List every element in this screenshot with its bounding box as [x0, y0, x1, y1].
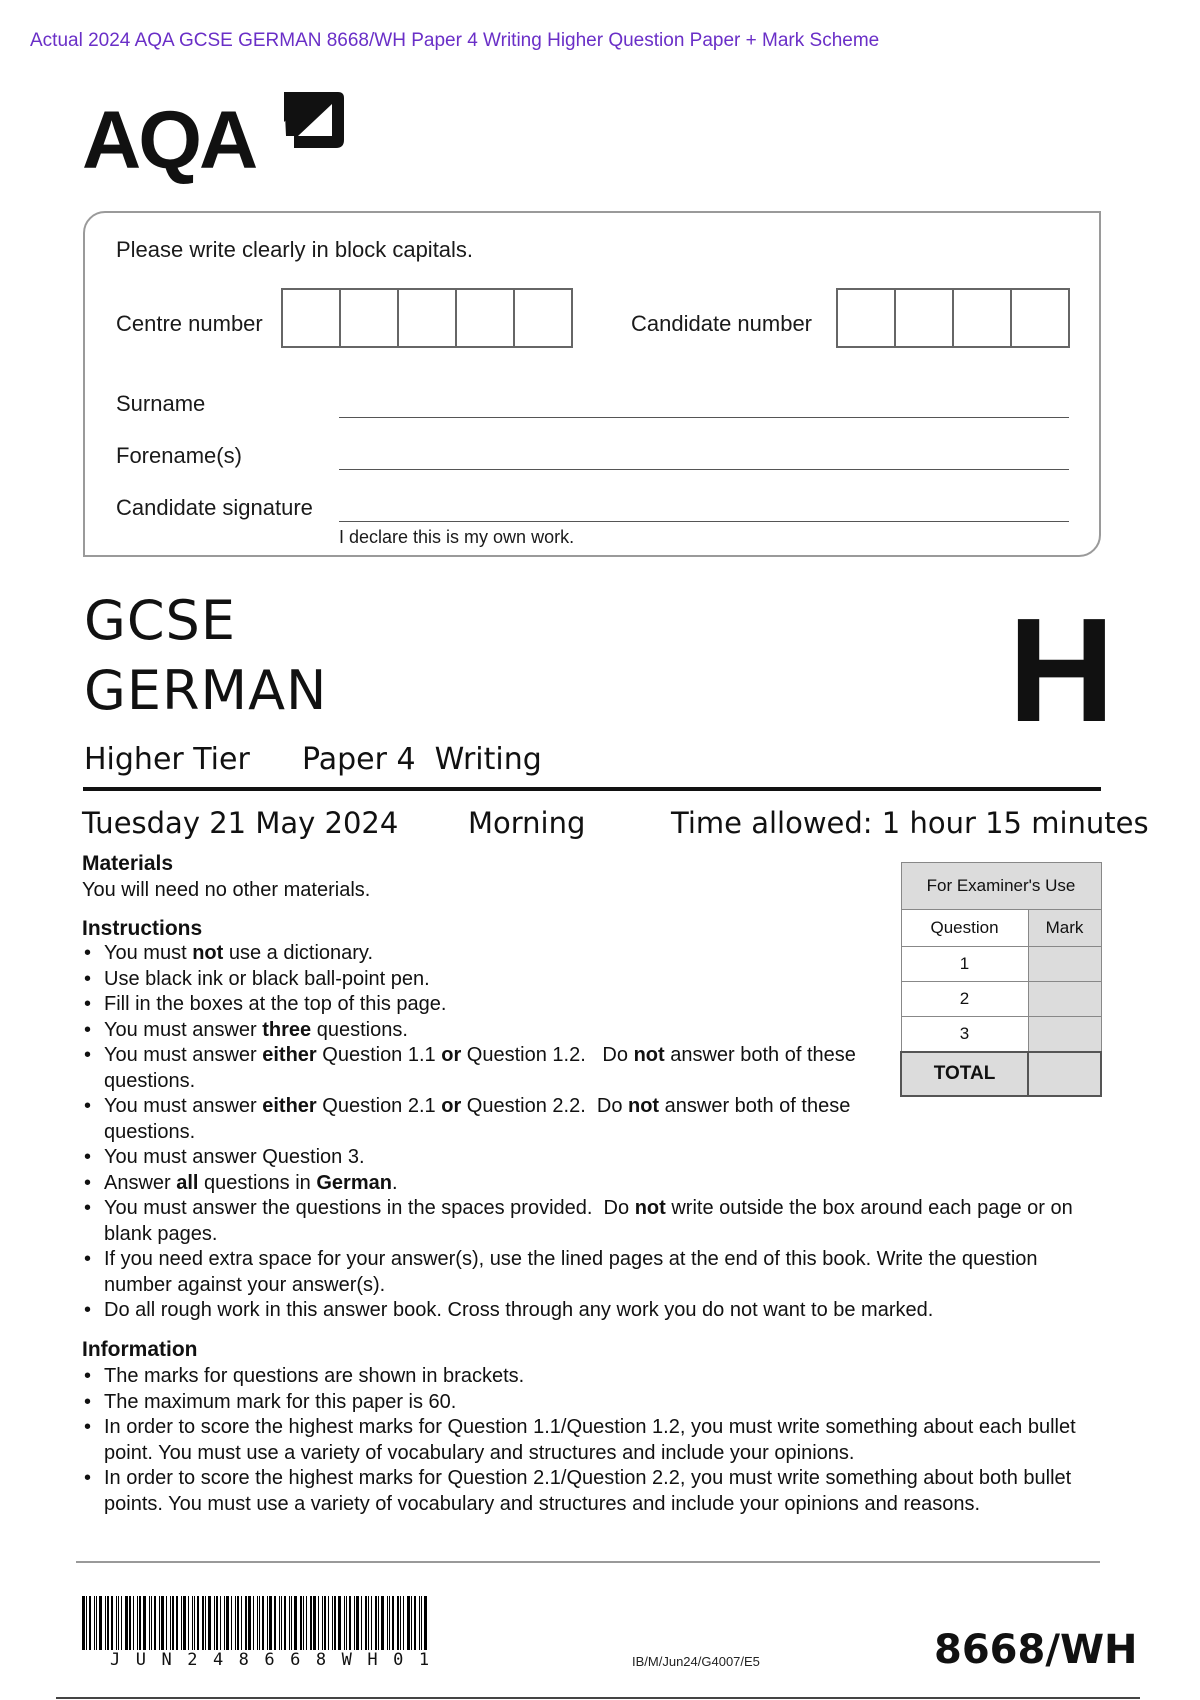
- barcode-bar: [274, 1596, 276, 1650]
- aqa-logo-text: AQA: [82, 95, 256, 186]
- tier-letter: H: [1008, 588, 1115, 753]
- barcode-bar: [289, 1596, 290, 1650]
- list-item: • In order to score the highest marks for Question 2.1/Question 2.2, you must write something about both bullet points. You must use a variety of vocabulary and structures and include your opinions and reasons.: [82, 1466, 1104, 1517]
- document-reference: IB/M/Jun24/G4007/E5: [632, 1654, 760, 1669]
- barcode-bar: [403, 1596, 404, 1650]
- list-item: • Do all rough work in this answer book. Cross through any work you do not want to be marked.: [82, 1298, 1082, 1324]
- barcode-bar: [172, 1596, 174, 1650]
- footer-divider: [76, 1561, 1100, 1563]
- barcode-bar: [166, 1596, 167, 1650]
- barcode-bar: [111, 1596, 113, 1650]
- document-banner[interactable]: Actual 2024 AQA GCSE GERMAN 8668/WH Paper 4 Writing Higher Question Paper + Mark Scheme: [30, 30, 880, 51]
- barcode-bar: [407, 1596, 410, 1650]
- header-divider: [83, 787, 1101, 791]
- mark-cell: [1028, 982, 1101, 1017]
- barcode-bar: [99, 1596, 102, 1650]
- own-work-declaration: I declare this is my own work.: [339, 527, 575, 547]
- barcode-bar: [226, 1596, 229, 1650]
- barcode-bar: [338, 1596, 341, 1650]
- question-number: 2: [901, 982, 1028, 1017]
- centre-number-label: Centre number: [116, 311, 263, 336]
- barcode-bar: [279, 1596, 280, 1650]
- examiner-table-title: For Examiner's Use: [901, 863, 1101, 910]
- barcode-bar: [267, 1596, 268, 1650]
- barcode-bar: [291, 1596, 292, 1650]
- candidate-digit-box[interactable]: [896, 290, 954, 346]
- barcode-bar: [375, 1596, 377, 1650]
- barcode-bar: [368, 1596, 369, 1650]
- barcode-bar: [170, 1596, 171, 1650]
- materials-text: You will need no other materials.: [82, 879, 371, 901]
- barcode-bar: [216, 1596, 218, 1650]
- barcode-bar: [139, 1596, 141, 1650]
- forename-label: Forename(s): [116, 443, 242, 468]
- barcode-bar: [300, 1596, 302, 1650]
- information-list: [82, 1364, 1082, 1517]
- list-item: • The maximum mark for this paper is 60.: [82, 1390, 1082, 1416]
- barcode-bar: [389, 1596, 390, 1650]
- qualification-title: GCSE: [84, 589, 236, 652]
- barcode-bar: [346, 1596, 347, 1650]
- total-mark-cell: [1028, 1052, 1101, 1096]
- paper-code: 8668/WH: [934, 1627, 1138, 1673]
- barcode-bar: [220, 1596, 221, 1650]
- barcode-bar: [259, 1596, 260, 1650]
- signature-label: Candidate signature: [116, 495, 313, 520]
- centre-digit-box[interactable]: [399, 290, 457, 346]
- barcode-bar: [378, 1596, 379, 1650]
- barcode-bar: [248, 1596, 251, 1650]
- barcode-bar: [105, 1596, 106, 1650]
- centre-digit-box[interactable]: [515, 290, 571, 346]
- candidate-number-label: Candidate number: [631, 311, 813, 336]
- barcode-bar: [328, 1596, 329, 1650]
- aqa-logo-mark-icon: [282, 92, 344, 150]
- centre-digit-box[interactable]: [283, 290, 341, 346]
- centre-number-field[interactable]: [281, 288, 573, 348]
- barcode-bar: [181, 1596, 182, 1650]
- barcode-bar: [241, 1596, 242, 1650]
- question-number: 1: [901, 947, 1028, 982]
- barcode-bar: [344, 1596, 345, 1650]
- list-item: • Answer all questions in German.: [82, 1171, 1082, 1197]
- barcode-bar: [318, 1596, 319, 1650]
- block-capitals-instruction: Please write clearly in block capitals.: [116, 237, 474, 262]
- list-item: • You must answer either Question 1.1 or Question 1.2. Do not answer both of these questions.: [82, 1043, 884, 1094]
- barcode-bar: [392, 1596, 394, 1650]
- barcode-bar: [183, 1596, 186, 1650]
- barcode-bar: [176, 1596, 178, 1650]
- barcode-bar: [192, 1596, 193, 1650]
- barcode-bar: [224, 1596, 225, 1650]
- candidate-digit-box[interactable]: [954, 290, 1012, 346]
- barcode-bar: [419, 1596, 420, 1650]
- candidate-digit-box[interactable]: [1012, 290, 1068, 346]
- barcode: [82, 1596, 492, 1650]
- barcode-bar: [237, 1596, 239, 1650]
- barcode-bar: [82, 1596, 85, 1650]
- barcode-bar: [94, 1596, 95, 1650]
- examiner-use-table: [900, 862, 1102, 1097]
- total-label: TOTAL: [901, 1052, 1028, 1096]
- barcode-bar: [269, 1596, 272, 1650]
- list-item: • You must answer Question 3.: [82, 1145, 1082, 1171]
- barcode-bar: [161, 1596, 164, 1650]
- barcode-bar: [322, 1596, 323, 1650]
- exam-session: Morning: [468, 806, 586, 840]
- signature-field[interactable]: [339, 521, 1069, 522]
- barcode-bar: [118, 1596, 119, 1650]
- barcode-bar: [194, 1596, 195, 1650]
- page-bottom-rule: [56, 1697, 1140, 1699]
- barcode-bar: [281, 1596, 282, 1650]
- centre-digit-box[interactable]: [341, 290, 399, 346]
- question-number: 3: [901, 1017, 1028, 1053]
- barcode-bar: [354, 1596, 355, 1650]
- barcode-bar: [324, 1596, 326, 1650]
- candidate-digit-box[interactable]: [838, 290, 896, 346]
- barcode-bar: [365, 1596, 367, 1650]
- information-heading: Information: [82, 1338, 198, 1361]
- barcode-bar: [349, 1596, 351, 1650]
- surname-field[interactable]: [339, 417, 1069, 418]
- barcode-bar: [313, 1596, 316, 1650]
- exam-date: Tuesday 21 May 2024: [82, 806, 399, 840]
- barcode-bar: [303, 1596, 304, 1650]
- barcode-bar: [400, 1596, 401, 1650]
- barcode-bar: [137, 1596, 138, 1650]
- list-item: • If you need extra space for your answer(s), use the lined pages at the end of this book. Write the question number against your answer(s).: [82, 1247, 1044, 1298]
- barcode-text: JUN248668WH01: [110, 1650, 445, 1670]
- barcode-bar: [159, 1596, 160, 1650]
- materials-heading: Materials: [82, 852, 174, 875]
- barcode-bar: [262, 1596, 264, 1650]
- instructions-heading: Instructions: [82, 917, 203, 940]
- barcode-bar: [202, 1596, 204, 1650]
- barcode-bar: [310, 1596, 312, 1650]
- centre-digit-box[interactable]: [457, 290, 515, 346]
- mark-cell: [1028, 1017, 1101, 1053]
- barcode-bar: [197, 1596, 199, 1650]
- candidate-details-box: [83, 211, 1101, 557]
- subject-title: GERMAN: [84, 659, 328, 722]
- barcode-bar: [89, 1596, 91, 1650]
- list-item: • You must answer either Question 2.1 or Question 2.2. Do not answer both of these questions.: [82, 1094, 884, 1145]
- barcode-bar: [231, 1596, 232, 1650]
- barcode-bar: [116, 1596, 117, 1650]
- barcode-bar: [149, 1596, 150, 1650]
- tier-label: Higher Tier: [84, 742, 250, 777]
- barcode-bar: [294, 1596, 297, 1650]
- barcode-bar: [121, 1596, 122, 1650]
- barcode-bar: [257, 1596, 258, 1650]
- barcode-bar: [334, 1596, 336, 1650]
- barcode-bar: [235, 1596, 236, 1650]
- list-item: • The marks for questions are shown in brackets.: [82, 1364, 1082, 1390]
- barcode-bar: [205, 1596, 206, 1650]
- candidate-number-field[interactable]: [836, 288, 1070, 348]
- barcode-bar: [154, 1596, 156, 1650]
- barcode-bar: [107, 1596, 109, 1650]
- list-item: • In order to score the highest marks for Question 1.1/Question 1.2, you must write something about each bullet point. You must use a variety of vocabulary and structures and include your opinions.: [82, 1415, 1104, 1466]
- barcode-bar: [411, 1596, 412, 1650]
- barcode-bar: [284, 1596, 286, 1650]
- barcode-bar: [332, 1596, 333, 1650]
- time-allowed: Time allowed: 1 hour 15 minutes: [671, 806, 1149, 840]
- barcode-bar: [96, 1596, 97, 1650]
- barcode-bar: [143, 1596, 146, 1650]
- surname-label: Surname: [116, 391, 206, 416]
- barcode-bar: [361, 1596, 362, 1650]
- list-item: • Use black ink or black ball-point pen.: [82, 967, 1082, 993]
- forename-field[interactable]: [339, 469, 1069, 470]
- list-item: • Fill in the boxes at the top of this page.: [82, 992, 1082, 1018]
- barcode-bar: [151, 1596, 152, 1650]
- barcode-bar: [208, 1596, 211, 1650]
- barcode-bar: [424, 1596, 427, 1650]
- barcode-bar: [125, 1596, 128, 1650]
- barcode-bar: [86, 1596, 87, 1650]
- barcode-bar: [356, 1596, 359, 1650]
- list-item: • You must answer three questions.: [82, 1018, 1082, 1044]
- mark-column-header: Mark: [1028, 910, 1101, 947]
- barcode-bar: [188, 1596, 189, 1650]
- paper-label: Paper 4 Writing: [302, 742, 542, 777]
- barcode-bar: [421, 1596, 422, 1650]
- barcode-bar: [381, 1596, 384, 1650]
- barcode-bar: [371, 1596, 372, 1650]
- aqa-logo: [82, 92, 344, 186]
- barcode-bar: [306, 1596, 307, 1650]
- barcode-bar: [414, 1596, 416, 1650]
- list-item: • You must answer the questions in the spaces provided. Do not write outside the box around each page or on blank pages.: [82, 1196, 1104, 1247]
- barcode-bar: [129, 1596, 131, 1650]
- barcode-bar: [245, 1596, 247, 1650]
- barcode-bar: [133, 1596, 134, 1650]
- barcode-bar: [214, 1596, 215, 1650]
- list-item: • You must not use a dictionary.: [82, 941, 884, 967]
- mark-cell: [1028, 947, 1101, 982]
- barcode-bar: [397, 1596, 399, 1650]
- question-column-header: Question: [901, 910, 1028, 947]
- barcode-bar: [253, 1596, 254, 1650]
- barcode-bar: [387, 1596, 388, 1650]
